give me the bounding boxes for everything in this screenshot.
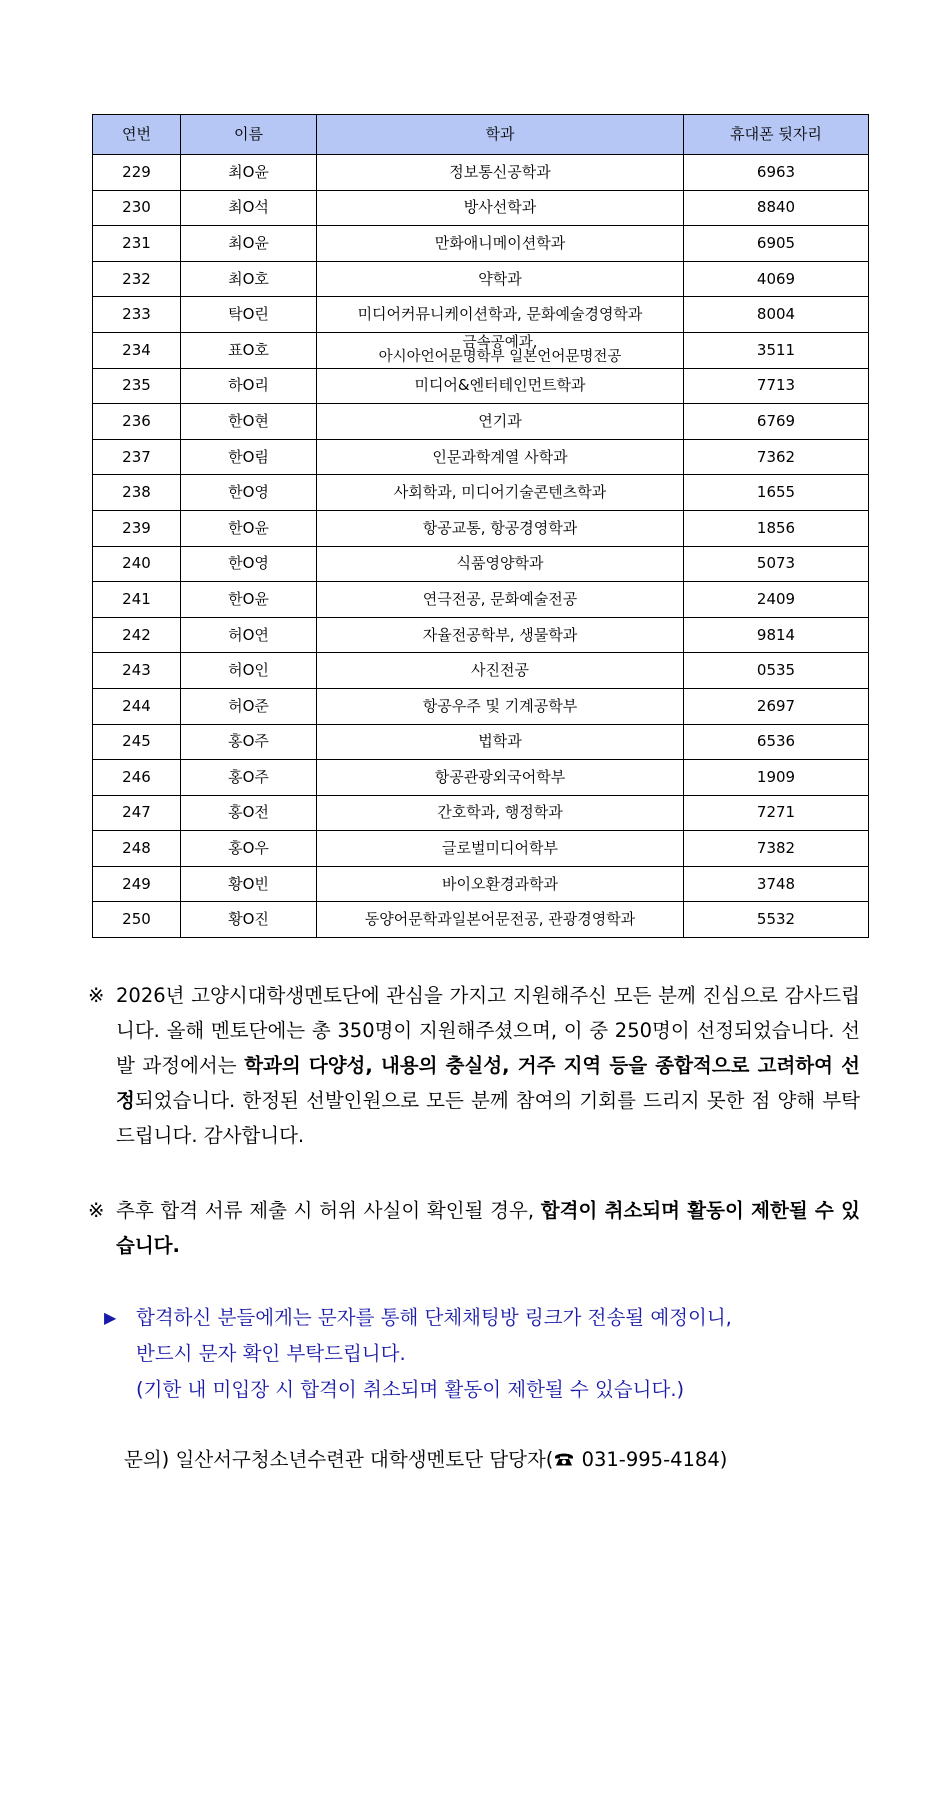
notice-line: 반드시 문자 확인 부탁드립니다. [136, 1342, 406, 1365]
cell-number: 234 [93, 332, 181, 368]
thanks-note-emphasis: 학과의 다양성, 내용의 충실성, 거주 지역 등을 종합적으로 고려하여 선정 [116, 1054, 860, 1112]
chatroom-notice [104, 1300, 864, 1408]
cell-department: 간호학과, 행정학과 [317, 795, 684, 831]
cell-phone-last-digits: 3511 [684, 332, 869, 368]
cell-name: 홍O주 [181, 760, 317, 796]
table-row [93, 795, 869, 831]
cell-name: 최O호 [181, 261, 317, 297]
cell-name: 한O영 [181, 475, 317, 511]
cell-name: 홍O주 [181, 724, 317, 760]
cell-number: 248 [93, 831, 181, 867]
cell-number: 231 [93, 226, 181, 262]
cell-number: 241 [93, 582, 181, 618]
cell-number: 239 [93, 510, 181, 546]
cell-department: 연기과 [317, 404, 684, 440]
table-row [93, 653, 869, 689]
header-department: 학과 [317, 115, 684, 155]
cell-department: 항공교통, 항공경영학과 [317, 510, 684, 546]
cell-number: 235 [93, 368, 181, 404]
cell-department: 미디어커뮤니케이션학과, 문화예술경영학과 [317, 297, 684, 333]
table-row [93, 866, 869, 902]
contact-label: 문의) 일산서구청소년수련관 대학생멘토단 담당자( [124, 1448, 554, 1471]
cell-department: 법학과 [317, 724, 684, 760]
cell-department: 금속공예과, 아시아언어문명학부 일본언어문명전공 [317, 332, 684, 368]
reference-mark: ※ [88, 1199, 105, 1222]
cell-name: 허O준 [181, 688, 317, 724]
thanks-note [88, 978, 860, 1153]
cell-name: 하O리 [181, 368, 317, 404]
header-number: 연번 [93, 115, 181, 155]
warning-note-part: 추후 합격 서류 제출 시 허위 사실이 확인될 경우, [116, 1199, 541, 1222]
cell-department: 방사선학과 [317, 190, 684, 226]
cell-number: 237 [93, 439, 181, 475]
cell-name: 허O인 [181, 653, 317, 689]
cell-name: 최O윤 [181, 226, 317, 262]
cell-number: 232 [93, 261, 181, 297]
table-row [93, 226, 869, 262]
cell-number: 247 [93, 795, 181, 831]
cell-name: 탁O린 [181, 297, 317, 333]
table-row [93, 439, 869, 475]
cell-phone-last-digits: 2409 [684, 582, 869, 618]
cell-department: 인문과학계열 사학과 [317, 439, 684, 475]
notice-line: 합격하신 분들에게는 문자를 통해 단체채팅방 링크가 전송될 예정이니, [136, 1306, 732, 1329]
cell-number: 233 [93, 297, 181, 333]
cell-phone-last-digits: 5073 [684, 546, 869, 582]
cell-phone-last-digits: 9814 [684, 617, 869, 653]
cell-phone-last-digits: 6769 [684, 404, 869, 440]
cell-name: 허O연 [181, 617, 317, 653]
cell-name: 최O윤 [181, 155, 317, 191]
cell-phone-last-digits: 7271 [684, 795, 869, 831]
cell-number: 230 [93, 190, 181, 226]
table-row [93, 297, 869, 333]
phone-icon [553, 1448, 575, 1471]
notice-line: (기한 내 미입장 시 합격이 취소되며 활동이 제한될 수 있습니다.) [136, 1378, 685, 1401]
cell-department: 연극전공, 문화예술전공 [317, 582, 684, 618]
table-row [93, 368, 869, 404]
cell-name: 한O윤 [181, 582, 317, 618]
cell-number: 240 [93, 546, 181, 582]
cell-name: 한O림 [181, 439, 317, 475]
cell-department: 식품영양학과 [317, 546, 684, 582]
table-row [93, 190, 869, 226]
warning-note [88, 1193, 860, 1263]
cell-name: 최O석 [181, 190, 317, 226]
cell-phone-last-digits: 8840 [684, 190, 869, 226]
table-row [93, 582, 869, 618]
cell-name: 한O영 [181, 546, 317, 582]
table-row [93, 261, 869, 297]
cell-department: 항공우주 및 기계공학부 [317, 688, 684, 724]
thanks-note-part: 되었습니다. 한정된 선발인원으로 모든 분께 참여의 기회를 드리지 못한 점 양해 부탁드립니다. 감사합니다. [116, 1089, 860, 1147]
table-row [93, 831, 869, 867]
selection-table [92, 114, 869, 938]
cell-name: 황O진 [181, 902, 317, 938]
cell-phone-last-digits: 0535 [684, 653, 869, 689]
cell-department: 동양어문학과일본어문전공, 관광경영학과 [317, 902, 684, 938]
cell-name: 황O빈 [181, 866, 317, 902]
cell-number: 238 [93, 475, 181, 511]
cell-number: 229 [93, 155, 181, 191]
cell-name: 표O호 [181, 332, 317, 368]
cell-department: 항공관광외국어학부 [317, 760, 684, 796]
header-phone-last-digits: 휴대폰 뒷자리 [684, 115, 869, 155]
table-row [93, 155, 869, 191]
cell-number: 242 [93, 617, 181, 653]
cell-phone-last-digits: 1909 [684, 760, 869, 796]
cell-department: 약학과 [317, 261, 684, 297]
cell-number: 243 [93, 653, 181, 689]
cell-phone-last-digits: 1655 [684, 475, 869, 511]
thanks-note-text [116, 978, 860, 1153]
cell-phone-last-digits: 6905 [684, 226, 869, 262]
cell-department: 미디어&엔터테인먼트학과 [317, 368, 684, 404]
reference-mark: ※ [88, 984, 105, 1007]
cell-number: 244 [93, 688, 181, 724]
table-row [93, 902, 869, 938]
table-row [93, 332, 869, 368]
cell-department: 자율전공학부, 생물학과 [317, 617, 684, 653]
cell-number: 236 [93, 404, 181, 440]
warning-note-emphasis: 합격이 취소되며 활동이 제한될 수 있습니다. [116, 1199, 860, 1257]
contact-info [124, 1445, 727, 1475]
cell-department: 글로벌미디어학부 [317, 831, 684, 867]
table-row [93, 688, 869, 724]
cell-phone-last-digits: 4069 [684, 261, 869, 297]
cell-phone-last-digits: 8004 [684, 297, 869, 333]
table-row [93, 724, 869, 760]
cell-department: 정보통신공학과 [317, 155, 684, 191]
cell-department: 사진전공 [317, 653, 684, 689]
cell-phone-last-digits: 7382 [684, 831, 869, 867]
table-row [93, 475, 869, 511]
cell-number: 249 [93, 866, 181, 902]
cell-number: 245 [93, 724, 181, 760]
header-name: 이름 [181, 115, 317, 155]
cell-phone-last-digits: 6963 [684, 155, 869, 191]
triangle-arrow-icon: ▶ [104, 1308, 117, 1327]
cell-phone-last-digits: 7713 [684, 368, 869, 404]
table-row [93, 404, 869, 440]
cell-phone-last-digits: 2697 [684, 688, 869, 724]
thanks-note-part: 2026년 고양시대학생멘토단에 관심을 가지고 지원해주신 모든 분께 진심으로 감사드립니다. 올해 멘토단에는 총 350명이 지원해주셨으며, 이 중 250명이 선정되었습니다. 선발 과정에서는 [116, 984, 860, 1077]
cell-number: 246 [93, 760, 181, 796]
cell-phone-last-digits: 1856 [684, 510, 869, 546]
contact-phone: 031-995-4184) [575, 1448, 728, 1471]
table-row [93, 760, 869, 796]
table-row [93, 510, 869, 546]
table-row [93, 546, 869, 582]
cell-department: 바이오환경과학과 [317, 866, 684, 902]
cell-number: 250 [93, 902, 181, 938]
cell-name: 홍O우 [181, 831, 317, 867]
cell-name: 한O윤 [181, 510, 317, 546]
cell-name: 홍O전 [181, 795, 317, 831]
table-row [93, 617, 869, 653]
cell-phone-last-digits: 5532 [684, 902, 869, 938]
cell-department: 사회학과, 미디어기술콘텐츠학과 [317, 475, 684, 511]
cell-phone-last-digits: 6536 [684, 724, 869, 760]
table-header-row [93, 115, 869, 155]
cell-name: 한O현 [181, 404, 317, 440]
warning-note-text [116, 1193, 860, 1263]
cell-phone-last-digits: 7362 [684, 439, 869, 475]
cell-department: 만화애니메이션학과 [317, 226, 684, 262]
cell-phone-last-digits: 3748 [684, 866, 869, 902]
